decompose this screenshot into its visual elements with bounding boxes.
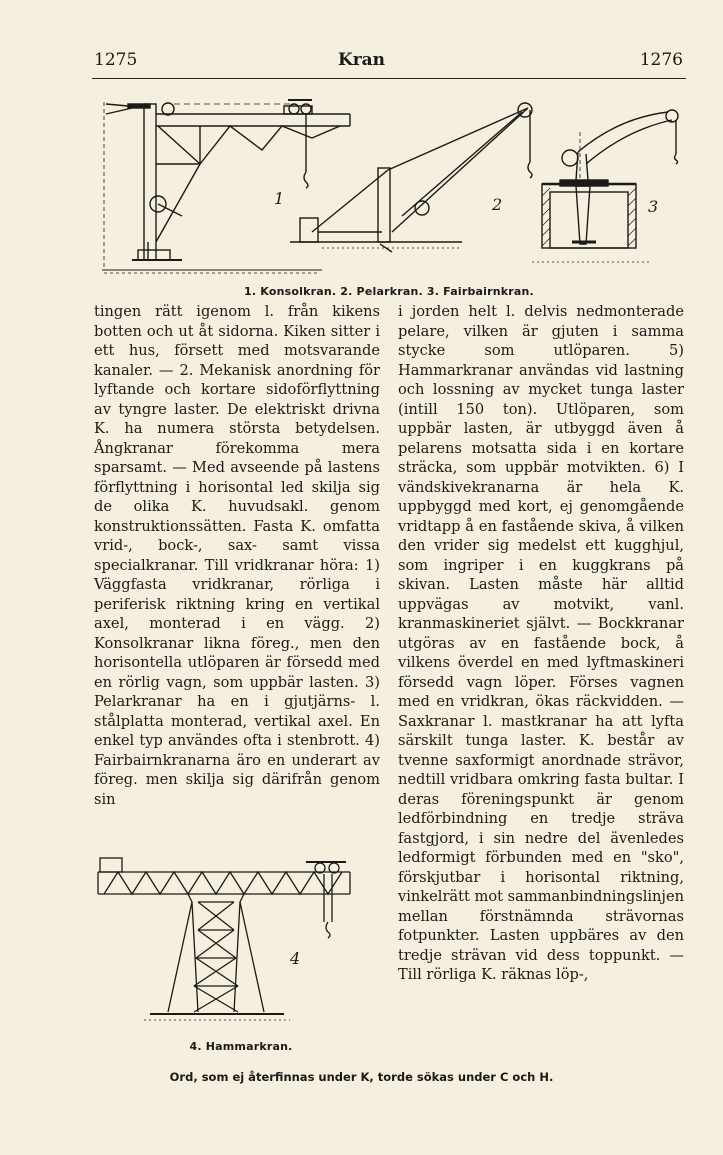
page-footer-note: Ord, som ej återfinnas under K, torde sökas under C och H. (169, 1070, 554, 1084)
figure-cranes-1-3 (92, 92, 686, 298)
header-rule (92, 78, 686, 79)
hammarkran-drawing (94, 852, 388, 1042)
fairbairnkran-drawing (532, 110, 678, 262)
figure-number-1: 1 (274, 189, 285, 208)
konsolkran-drawing (102, 100, 350, 273)
figure-number-2: 2 (492, 195, 503, 214)
page-header (0, 50, 723, 76)
right-column-text: i jorden helt l. delvis nedmonterade pelare, vilken är gjuten i samma stycke som utlöparen. 5) Hammarkranar användas vid lastning och lossning av mycket tunga laster (intill 150 ton). Utlöparen, som uppbär lasten, är utbyggd även å pelarens motsatta sida i en kortare sträcka, som uppbär motvikten. 6) I vändskivekranarna är hela K. uppbyggd med kort, ej genomgående vridtapp å en fastående skiva, å vilken den vrider sig medelst ett kugghjul, som ingriper i en kuggkrans på skivan. Lasten måste här alltid uppvägas av motvikt, vanl. kranmaskineriet självt. — Bockkranar utgöras av en fastående bock, å vilkens överdel en med lyftmaskineri försedd vagn löper. Förses vagnen med en vridkran, ökas räckvidden. — Saxkranar l. mastkranar ha att lyfta särskilt tunga laster. K. består av tvenne saxformigt anordnade strävor, nedtill vridbara omkring fasta bultar. I deras föreningspunkt är genom ledförbindning en tredje sträva fastgjord, i sin nedre del ävenledes ledformigt förbunden med en "sko", förskjutbar i horisontal riktning, vinkelrätt mot sammanbindningslinjen mellan förstnämnda strävornas fotpunkter. Lasten uppbäres av den tredje strävan vid dess toppunkt. — Till rörliga K. räknas löp-, (398, 303, 684, 983)
page-title: Kran (337, 50, 386, 70)
figure-number-3: 3 (648, 197, 659, 216)
crane-illustrations (92, 92, 686, 282)
figure-caption-bottom: 4. Hammarkran. (189, 1040, 293, 1053)
figure-number-4: 4 (290, 949, 301, 968)
figure-caption-top: 1. Konsolkran. 2. Pelarkran. 3. Fairbairnkran. (244, 285, 534, 298)
text-column-left (94, 302, 380, 809)
left-column-text: tingen rätt igenom l. från kikens botten och ut åt sidorna. Kiken sitter i ett hus, försett med motsvarande kanaler. — 2. Mekanisk anordning för lyftande och kortare sidoförflyttning av tyngre laster. De elektriskt drivna K. ha numera största betydelsen. Ångkranar förekomma mera sparsamt. — Med avseende på lastens förflyttning i horisontal led skilja sig de olika K. huvudsakl. genom konstruktionssätten. Fasta K. omfatta vrid-, bock-, sax- samt vissa specialkranar. Till vridkranar höra: 1) Väggfasta vridkranar, rörliga i periferisk riktning kring en vertikal axel, monterad i en vägg. 2) Konsolkranar likna föreg., men den horisontella utlöparen är försedd med en rörlig vagn, som uppbär lasten. 3) Pelarkranar ha en i gjutjärns- l. stålplatta monterad, vertikal axel. En enkel typ användes ofta i stenbrott. 4) Fairbairnkranarna äro en underart av föreg. men skilja sig därifrån genom sin (94, 303, 380, 808)
text-column-right (398, 302, 684, 985)
figure-hammarkran (94, 852, 388, 1062)
page-number-left: 1275 (94, 50, 138, 70)
page-number-right: 1276 (639, 50, 683, 70)
